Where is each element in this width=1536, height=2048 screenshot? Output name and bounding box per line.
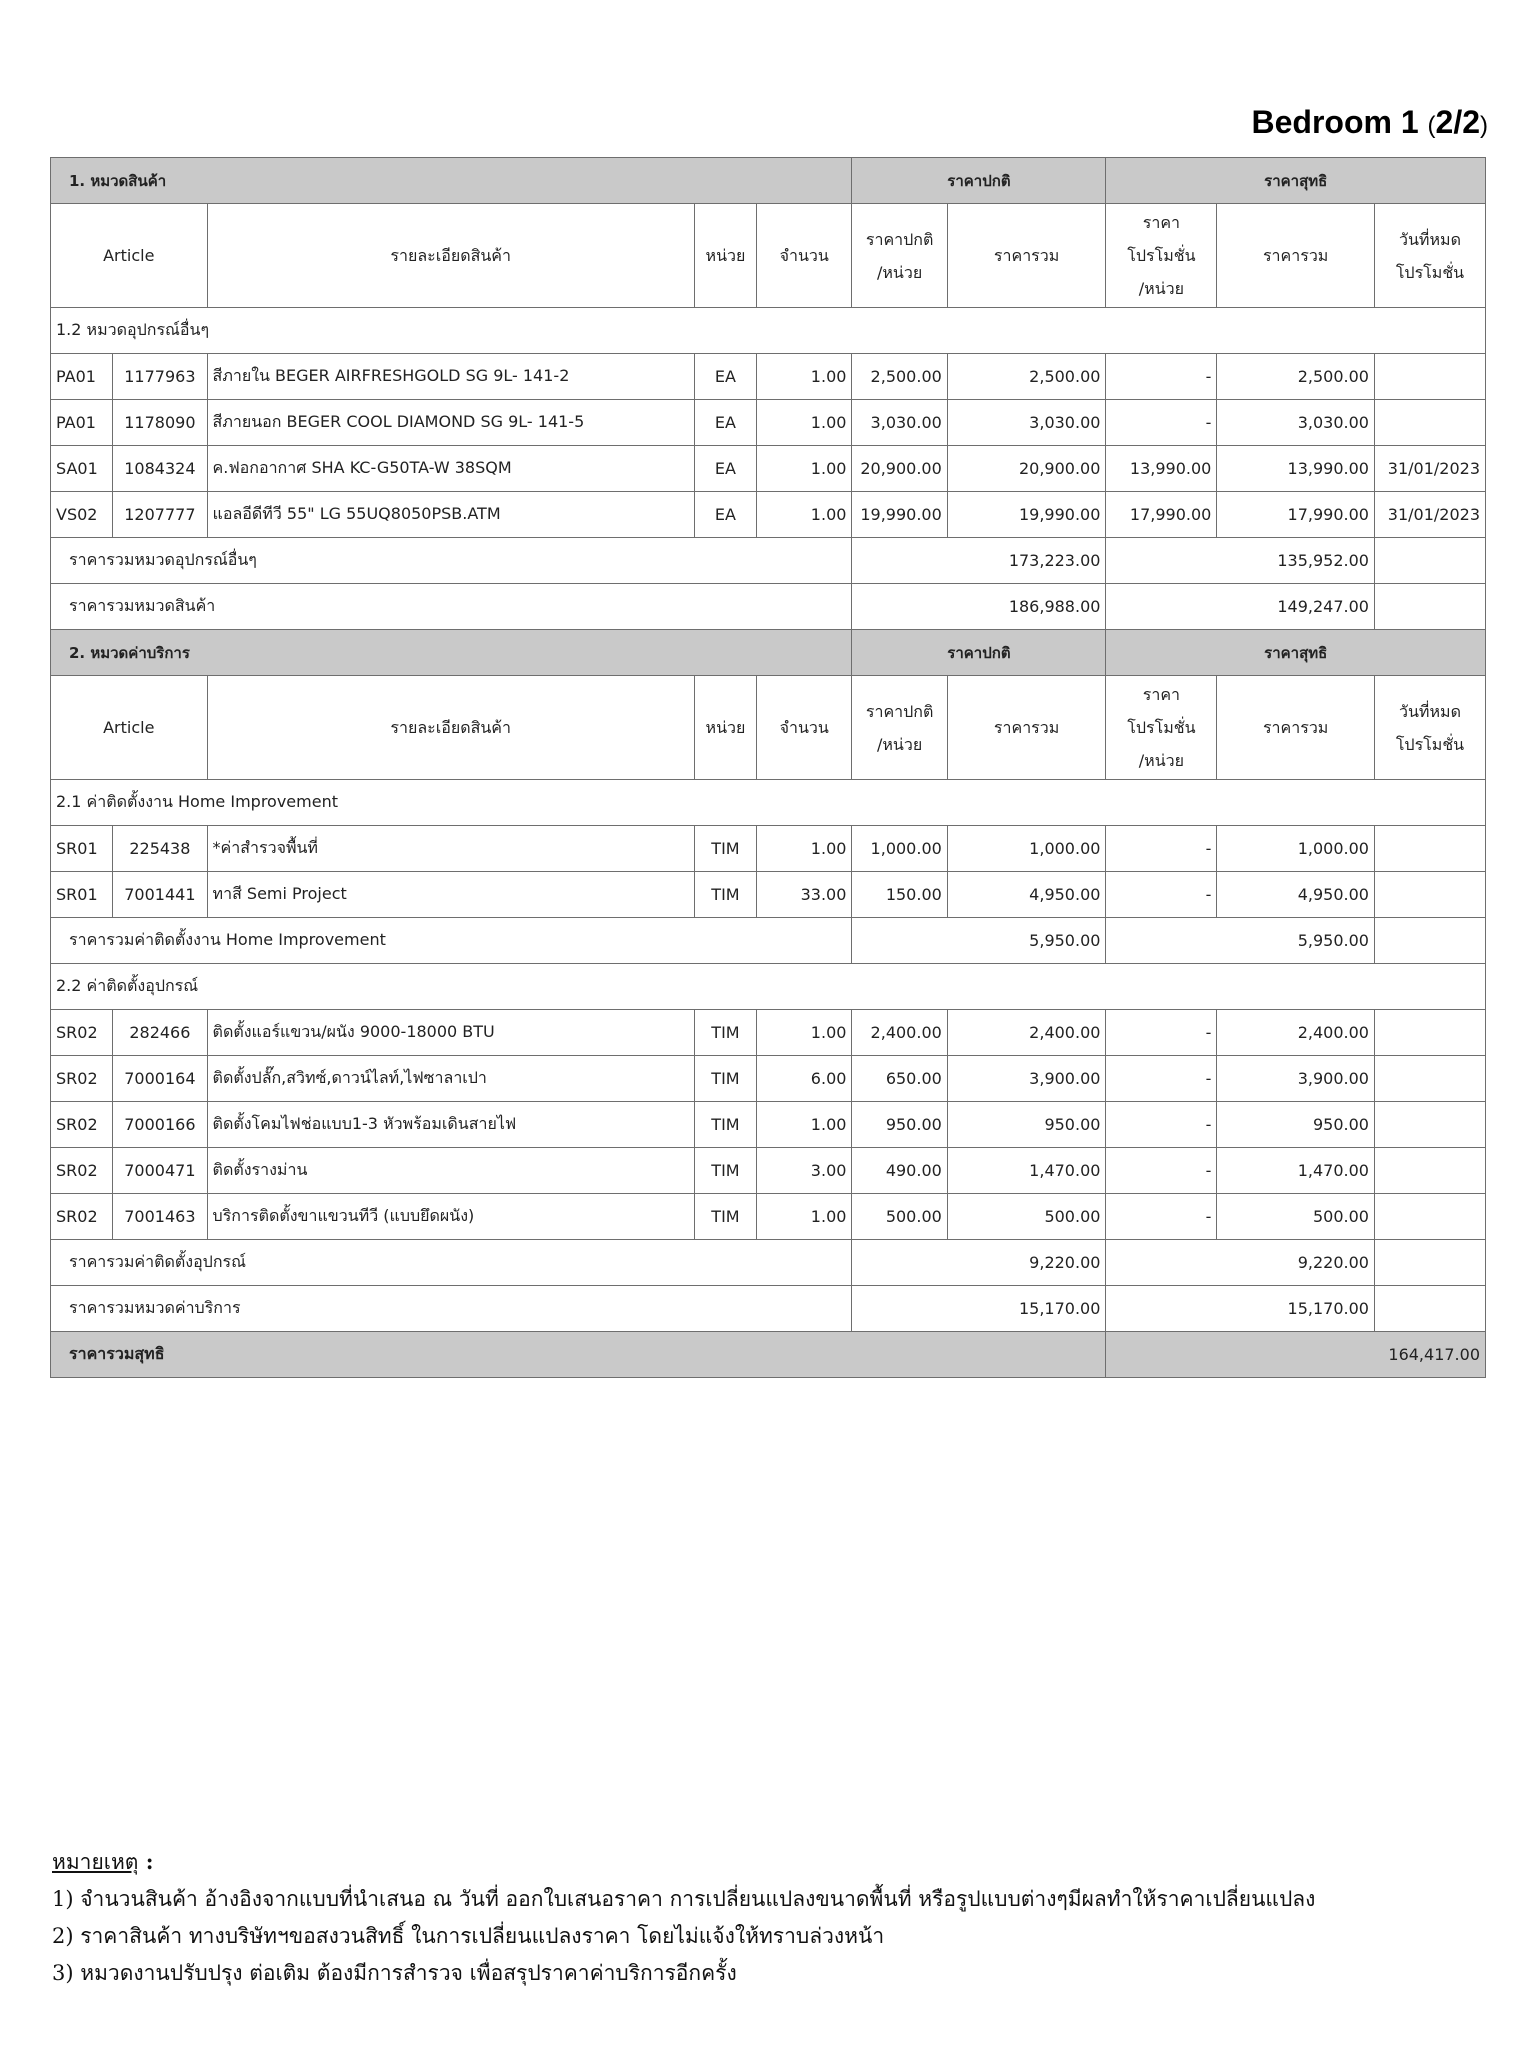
item-net-total: 950.00 [1217, 1102, 1375, 1148]
item-net-total: 13,990.00 [1217, 446, 1375, 492]
item-article: 1177963 [113, 354, 207, 400]
total-row [51, 918, 1486, 964]
subgroup-label: 2.2 ค่าติดตั้งอุปกรณ์ [51, 964, 1486, 1010]
item-qty: 1.00 [757, 446, 852, 492]
subgroup-row [51, 780, 1486, 826]
item-code: SA01 [51, 446, 113, 492]
item-promo-end [1374, 400, 1485, 446]
table-row [51, 354, 1486, 400]
item-total: 1,000.00 [947, 826, 1106, 872]
quotation-body [51, 158, 1486, 1378]
item-qty: 1.00 [757, 1102, 852, 1148]
item-net-total: 2,400.00 [1217, 1010, 1375, 1056]
total-regular: 5,950.00 [852, 918, 1106, 964]
col-unit-price [852, 204, 947, 308]
item-promo-price: - [1106, 354, 1217, 400]
col-promo-price [1106, 204, 1217, 308]
item-article: 7001441 [113, 872, 207, 918]
notes-title: หมายเหตุ [52, 1850, 139, 1874]
item-unit: TIM [694, 1194, 756, 1240]
note-line: 3) หมวดงานปรับปรุง ต่อเติม ต้องมีการสำรวจ เพื่อสรุปราคาค่าบริการอีกครั้ง [52, 1961, 737, 1985]
item-net-total: 1,000.00 [1217, 826, 1375, 872]
item-unit-price: 490.00 [852, 1148, 947, 1194]
col-promo-end [1374, 676, 1485, 780]
total-regular: 173,223.00 [852, 538, 1106, 584]
col-qty: จำนวน [757, 204, 852, 308]
table-row [51, 1102, 1486, 1148]
col-unit-price-line: ราคาปกติ [865, 229, 934, 249]
item-description: บริการติดตั้งขาแขวนทีวี (แบบยึดผนัง) [207, 1194, 694, 1240]
total-net: 9,220.00 [1106, 1240, 1375, 1286]
item-promo-end [1374, 1194, 1485, 1240]
item-net-total: 500.00 [1217, 1194, 1375, 1240]
item-unit-price: 1,000.00 [852, 826, 947, 872]
item-article: 7000166 [113, 1102, 207, 1148]
table-row [51, 492, 1486, 538]
item-promo-price: 13,990.00 [1106, 446, 1217, 492]
item-description: สีภายใน BEGER AIRFRESHGOLD SG 9L- 141-2 [207, 354, 694, 400]
total-empty [1374, 1286, 1485, 1332]
item-promo-price: - [1106, 1010, 1217, 1056]
item-unit-price: 19,990.00 [852, 492, 947, 538]
total-regular: 15,170.00 [852, 1286, 1106, 1332]
item-unit: TIM [694, 872, 756, 918]
col-description: รายละเอียดสินค้า [207, 204, 694, 308]
col-promo-price-line: /หน่วย [1138, 279, 1184, 298]
col-article: Article [51, 204, 208, 308]
regular-price-group: ราคาปกติ [852, 630, 1106, 676]
item-unit-price: 20,900.00 [852, 446, 947, 492]
col-promo-end-line: วันที่หมด [1399, 229, 1461, 249]
title-main: Bedroom 1 [1251, 104, 1419, 140]
item-qty: 1.00 [757, 354, 852, 400]
table-row [51, 1010, 1486, 1056]
item-code: SR02 [51, 1148, 113, 1194]
section-header-row [51, 158, 1486, 204]
item-total: 1,470.00 [947, 1148, 1106, 1194]
item-total: 3,900.00 [947, 1056, 1106, 1102]
total-label: ราคารวมหมวดสินค้า [51, 584, 852, 630]
total-regular: 186,988.00 [852, 584, 1106, 630]
col-promo-price-line: โปรโมชั่น [1127, 246, 1196, 265]
item-qty: 6.00 [757, 1056, 852, 1102]
item-promo-end: 31/01/2023 [1374, 492, 1485, 538]
col-promo-price [1106, 676, 1217, 780]
item-description: ติดตั้งโคมไฟช่อแบบ1-3 หัวพร้อมเดินสายไฟ [207, 1102, 694, 1148]
section-header-row [51, 630, 1486, 676]
total-empty [1374, 584, 1485, 630]
total-net: 149,247.00 [1106, 584, 1375, 630]
item-unit-price: 2,500.00 [852, 354, 947, 400]
notes-colon: : [138, 1849, 154, 1874]
col-description: รายละเอียดสินค้า [207, 676, 694, 780]
subgroup-row [51, 308, 1486, 354]
item-total: 3,030.00 [947, 400, 1106, 446]
item-code: SR02 [51, 1102, 113, 1148]
item-description: ทาสี Semi Project [207, 872, 694, 918]
subgroup-row [51, 964, 1486, 1010]
item-qty: 1.00 [757, 400, 852, 446]
item-description: *ค่าสำรวจพื้นที่ [207, 826, 694, 872]
item-qty: 33.00 [757, 872, 852, 918]
item-article: 282466 [113, 1010, 207, 1056]
note-line: 2) ราคาสินค้า ทางบริษัทฯขอสงวนสิทธิ์ ในการเปลี่ยนแปลงราคา โดยไม่แจ้งให้ทราบล่วงหน้า [52, 1924, 885, 1948]
item-code: VS02 [51, 492, 113, 538]
item-promo-price: 17,990.00 [1106, 492, 1217, 538]
notes [52, 1843, 1315, 1992]
item-unit-price: 650.00 [852, 1056, 947, 1102]
net-price-group: ราคาสุทธิ [1106, 630, 1486, 676]
total-empty [1374, 1240, 1485, 1286]
item-description: ติดตั้งปลั๊ก,สวิทซ์,ดาวน์ไลท์,ไฟซาลาเปา [207, 1056, 694, 1102]
col-unit-price-line: /หน่วย [876, 734, 923, 754]
item-unit-price: 950.00 [852, 1102, 947, 1148]
title-paren-close: ) [1480, 112, 1488, 139]
item-article: 1178090 [113, 400, 207, 446]
regular-price-group: ราคาปกติ [852, 158, 1106, 204]
item-promo-price: - [1106, 826, 1217, 872]
total-empty [1374, 538, 1485, 584]
item-unit: EA [694, 354, 756, 400]
item-qty: 1.00 [757, 492, 852, 538]
item-promo-end [1374, 826, 1485, 872]
item-article: 1084324 [113, 446, 207, 492]
col-promo-price-line: /หน่วย [1138, 751, 1184, 770]
col-promo-price-line: โปรโมชั่น [1127, 718, 1196, 737]
col-promo-price-line: ราคา [1142, 685, 1181, 704]
subgroup-label: 2.1 ค่าติดตั้งงาน Home Improvement [51, 780, 1486, 826]
column-header-row [51, 204, 1486, 308]
item-promo-end: 31/01/2023 [1374, 446, 1485, 492]
col-unit-price-line: /หน่วย [876, 262, 923, 282]
item-qty: 1.00 [757, 1010, 852, 1056]
item-promo-price: - [1106, 400, 1217, 446]
item-promo-end [1374, 872, 1485, 918]
item-qty: 1.00 [757, 826, 852, 872]
col-total: ราคารวม [947, 204, 1106, 308]
item-code: SR01 [51, 826, 113, 872]
item-unit-price: 150.00 [852, 872, 947, 918]
total-row [51, 1240, 1486, 1286]
total-row [51, 538, 1486, 584]
col-net-total: ราคารวม [1217, 204, 1375, 308]
col-total: ราคารวม [947, 676, 1106, 780]
item-unit-price: 2,400.00 [852, 1010, 947, 1056]
section-label: 2. หมวดค่าบริการ [51, 630, 852, 676]
item-unit: EA [694, 492, 756, 538]
total-label: ราคารวมค่าติดตั้งงาน Home Improvement [51, 918, 852, 964]
item-net-total: 3,900.00 [1217, 1056, 1375, 1102]
title-paren-open: ( [1427, 112, 1436, 139]
col-promo-end-line: โปรโมชั่น [1395, 262, 1465, 282]
total-empty [1374, 918, 1485, 964]
item-qty: 1.00 [757, 1194, 852, 1240]
table-row [51, 1056, 1486, 1102]
item-unit: EA [694, 400, 756, 446]
item-promo-price: - [1106, 1056, 1217, 1102]
item-promo-end [1374, 354, 1485, 400]
col-promo-price-line: ราคา [1142, 213, 1181, 232]
page-title [1251, 104, 1488, 141]
item-unit-price: 3,030.00 [852, 400, 947, 446]
table-row [51, 446, 1486, 492]
total-label: ราคารวมหมวดค่าบริการ [51, 1286, 852, 1332]
quotation-table [50, 157, 1486, 1378]
item-promo-price: - [1106, 1102, 1217, 1148]
item-description: สีภายนอก BEGER COOL DIAMOND SG 9L- 141-5 [207, 400, 694, 446]
item-net-total: 4,950.00 [1217, 872, 1375, 918]
item-article: 225438 [113, 826, 207, 872]
col-unit-price [852, 676, 947, 780]
grand-total-label: ราคารวมสุทธิ [51, 1332, 1106, 1378]
item-code: PA01 [51, 354, 113, 400]
col-article: Article [51, 676, 208, 780]
item-promo-end [1374, 1102, 1485, 1148]
note-line: 1) จำนวนสินค้า อ้างอิงจากแบบที่นำเสนอ ณ วันที่ ออกใบเสนอราคา การเปลี่ยนแปลงขนาดพื้นที่ หรือรูปแบบต่างๆมีผลทำให้ราคาเปลี่ยนแปลง [52, 1887, 1316, 1911]
item-promo-end [1374, 1010, 1485, 1056]
item-net-total: 1,470.00 [1217, 1148, 1375, 1194]
col-unit: หน่วย [694, 676, 756, 780]
subgroup-label: 1.2 หมวดอุปกรณ์อื่นๆ [51, 308, 1486, 354]
total-row [51, 584, 1486, 630]
col-promo-end [1374, 204, 1485, 308]
table-row [51, 826, 1486, 872]
item-total: 2,400.00 [947, 1010, 1106, 1056]
item-code: SR02 [51, 1010, 113, 1056]
item-unit: EA [694, 446, 756, 492]
item-total: 500.00 [947, 1194, 1106, 1240]
item-article: 7000471 [113, 1148, 207, 1194]
table-row [51, 400, 1486, 446]
item-unit: TIM [694, 1056, 756, 1102]
section-label: 1. หมวดสินค้า [51, 158, 852, 204]
item-total: 950.00 [947, 1102, 1106, 1148]
item-total: 19,990.00 [947, 492, 1106, 538]
item-promo-price: - [1106, 1194, 1217, 1240]
item-article: 1207777 [113, 492, 207, 538]
item-unit: TIM [694, 1102, 756, 1148]
item-article: 7001463 [113, 1194, 207, 1240]
item-code: PA01 [51, 400, 113, 446]
item-promo-end [1374, 1056, 1485, 1102]
item-net-total: 17,990.00 [1217, 492, 1375, 538]
item-qty: 3.00 [757, 1148, 852, 1194]
item-unit: TIM [694, 1010, 756, 1056]
notes-heading [52, 1843, 1315, 1881]
item-total: 20,900.00 [947, 446, 1106, 492]
col-promo-end-line: วันที่หมด [1399, 701, 1461, 721]
item-promo-price: - [1106, 872, 1217, 918]
total-net: 135,952.00 [1106, 538, 1375, 584]
column-header-row [51, 676, 1486, 780]
item-promo-end [1374, 1148, 1485, 1194]
item-code: SR02 [51, 1194, 113, 1240]
table-row [51, 1194, 1486, 1240]
item-unit-price: 500.00 [852, 1194, 947, 1240]
title-page: 2/2 [1435, 104, 1480, 140]
grand-total-value: 164,417.00 [1106, 1332, 1486, 1378]
total-net: 15,170.00 [1106, 1286, 1375, 1332]
item-total: 4,950.00 [947, 872, 1106, 918]
item-unit: TIM [694, 1148, 756, 1194]
item-description: ติดตั้งแอร์แขวน/ผนัง 9000-18000 BTU [207, 1010, 694, 1056]
total-row [51, 1286, 1486, 1332]
col-unit-price-line: ราคาปกติ [865, 701, 934, 721]
col-net-total: ราคารวม [1217, 676, 1375, 780]
table-row [51, 872, 1486, 918]
col-promo-end-line: โปรโมชั่น [1395, 734, 1465, 754]
col-unit: หน่วย [694, 204, 756, 308]
item-description: ติดตั้งรางม่าน [207, 1148, 694, 1194]
item-net-total: 3,030.00 [1217, 400, 1375, 446]
item-code: SR02 [51, 1056, 113, 1102]
item-article: 7000164 [113, 1056, 207, 1102]
total-label: ราคารวมหมวดอุปกรณ์อื่นๆ [51, 538, 852, 584]
total-net: 5,950.00 [1106, 918, 1375, 964]
item-description: แอลอีดีทีวี 55" LG 55UQ8050PSB.ATM [207, 492, 694, 538]
col-qty: จำนวน [757, 676, 852, 780]
item-promo-price: - [1106, 1148, 1217, 1194]
total-label: ราคารวมค่าติดตั้งอุปกรณ์ [51, 1240, 852, 1286]
table-row [51, 1148, 1486, 1194]
item-total: 2,500.00 [947, 354, 1106, 400]
net-price-group: ราคาสุทธิ [1106, 158, 1486, 204]
item-net-total: 2,500.00 [1217, 354, 1375, 400]
item-description: ค.ฟอกอากาศ SHA KC-G50TA-W 38SQM [207, 446, 694, 492]
grand-total-row [51, 1332, 1486, 1378]
item-unit: TIM [694, 826, 756, 872]
total-regular: 9,220.00 [852, 1240, 1106, 1286]
item-code: SR01 [51, 872, 113, 918]
